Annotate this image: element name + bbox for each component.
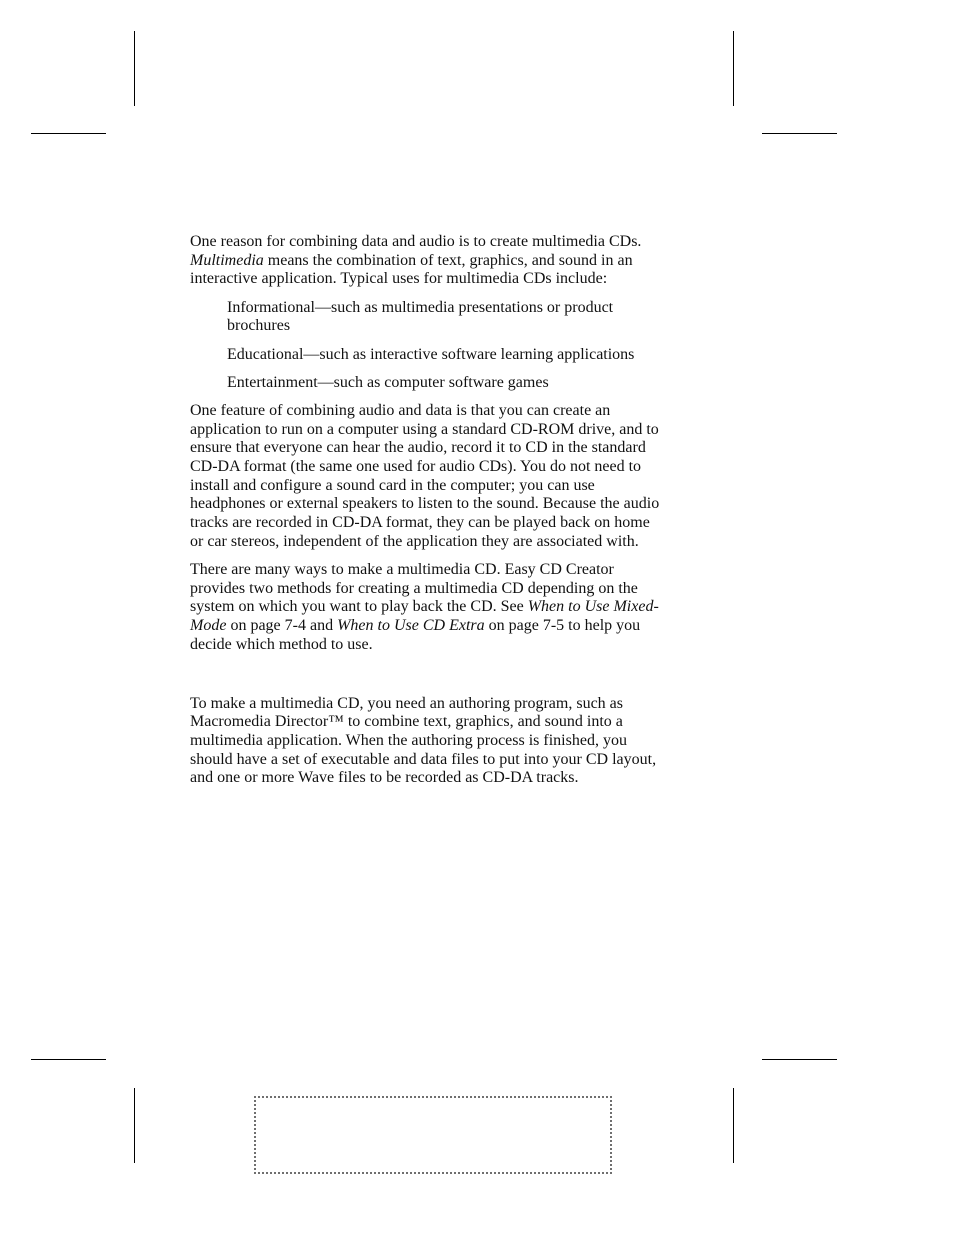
crop-mark-bottom-right-horizontal bbox=[762, 1059, 837, 1060]
methods-text-3: on page 7-5 to help you decide which method to use. bbox=[190, 617, 641, 653]
crop-mark-top-right-vertical bbox=[733, 31, 734, 106]
intro-paragraph bbox=[190, 233, 662, 289]
intro-text-start: One reason for combining data and audio is to create multimedia CDs. bbox=[190, 233, 642, 250]
methods-paragraph bbox=[190, 561, 662, 655]
cd-extra-reference: When to Use CD Extra bbox=[337, 617, 485, 635]
page-body bbox=[190, 233, 662, 798]
use-item-entertainment: Entertainment—such as computer software games bbox=[227, 373, 549, 391]
use-item-informational: Informational—such as multimedia presentations or product brochures bbox=[227, 298, 614, 335]
multimedia-term: Multimedia bbox=[190, 251, 264, 269]
mixed-mode-reference: When to Use Mixed-Mode bbox=[190, 598, 659, 635]
intro-text-end: means the combination of text, graphics, and sound in an interactive application. Typical uses for multimedia CDs include: bbox=[190, 251, 633, 288]
crop-mark-bottom-right-vertical bbox=[733, 1088, 734, 1163]
crop-mark-top-left-vertical bbox=[134, 31, 135, 106]
use-item-educational: Educational—such as interactive software learning applications bbox=[227, 345, 635, 363]
feature-paragraph: One feature of combining audio and data is that you can create an application to run on a computer using a standard CD-ROM drive, and to ensure that everyone can hear the audio, record it to CD in the standard CD-DA format (the same one used for audio CDs). You do not need to install and configure a sound card in the computer; you can use headphones or external speakers to listen to the sound. Because the audio tracks are recorded in CD-DA format, they can be played back on home or car stereos, independent of the application they are associated with. bbox=[190, 401, 660, 550]
crop-mark-bottom-left-horizontal bbox=[31, 1059, 106, 1060]
authoring-paragraph: To make a multimedia CD, you need an authoring program, such as Macromedia Director™ to combine text, graphics, and sound into a multimedia application. When the authoring process is finished, you should have a set of executable and data files to put into your CD layout, and one or more Wave files to be recorded as CD-DA tracks. bbox=[190, 694, 657, 787]
crop-mark-top-right-horizontal bbox=[762, 133, 837, 134]
crop-mark-top-left-horizontal bbox=[31, 133, 106, 134]
methods-text-2: on page 7-4 and bbox=[226, 617, 338, 635]
footer-placeholder-box bbox=[254, 1096, 612, 1174]
crop-mark-bottom-left-vertical bbox=[134, 1088, 135, 1163]
methods-text-1: There are many ways to make a multimedia CD. Easy CD Creator provides two methods for creating a multimedia CD depending on the system on which you want to play back the CD. See bbox=[190, 561, 638, 616]
